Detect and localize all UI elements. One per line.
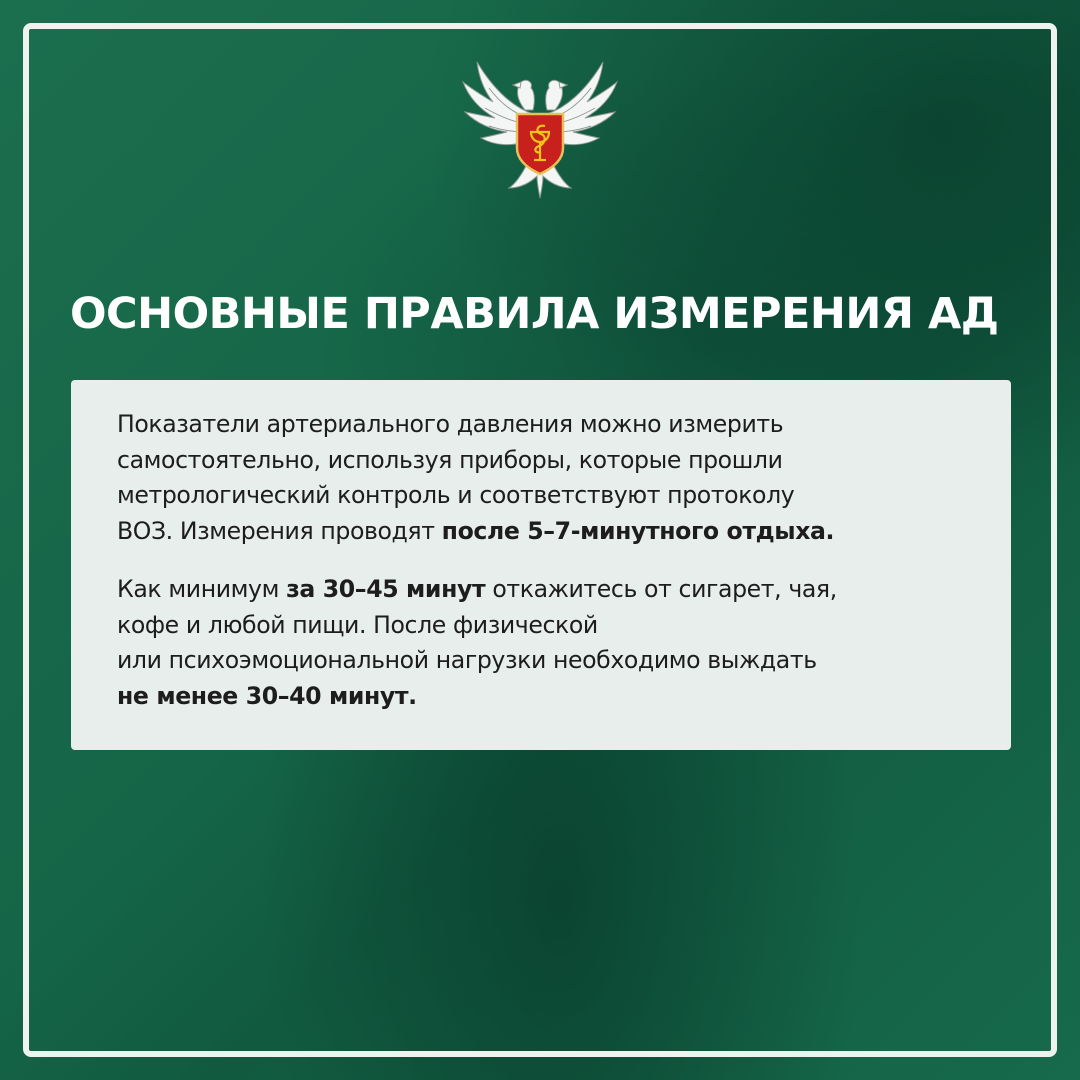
paragraph-device-rules	[117, 407, 991, 549]
text-emphasis: не менее 30–40 минут.	[117, 681, 417, 710]
text-line	[117, 572, 991, 608]
text-regular: Как минимум	[117, 575, 287, 603]
text-emphasis: за 30–45 минут	[286, 575, 486, 603]
text-regular: откажитесь от сигарет, чая,	[485, 575, 837, 603]
text-line: кофе и любой пищи. После физической	[117, 610, 598, 639]
paragraph-restrictions	[117, 572, 991, 714]
text-line: самостоятельно, используя приборы, которые прошли	[117, 445, 783, 474]
text-line: или психоэмоциональной нагрузки необходимо выждать	[117, 646, 817, 674]
text-line: Показатели артериального давления можно измерить	[117, 410, 784, 438]
text-line	[117, 514, 991, 550]
text-emphasis: после 5–7-минутного отдыха.	[441, 516, 835, 545]
text-line: метрологический контроль и соответствуют протоколу	[117, 481, 795, 509]
text-regular: ВОЗ. Измерения проводят	[117, 516, 442, 545]
double-headed-eagle-emblem-icon	[455, 52, 625, 202]
info-card	[71, 380, 1011, 750]
page-title: ОСНОВНЫЕ ПРАВИЛА ИЗМЕРЕНИЯ АД	[70, 289, 999, 339]
